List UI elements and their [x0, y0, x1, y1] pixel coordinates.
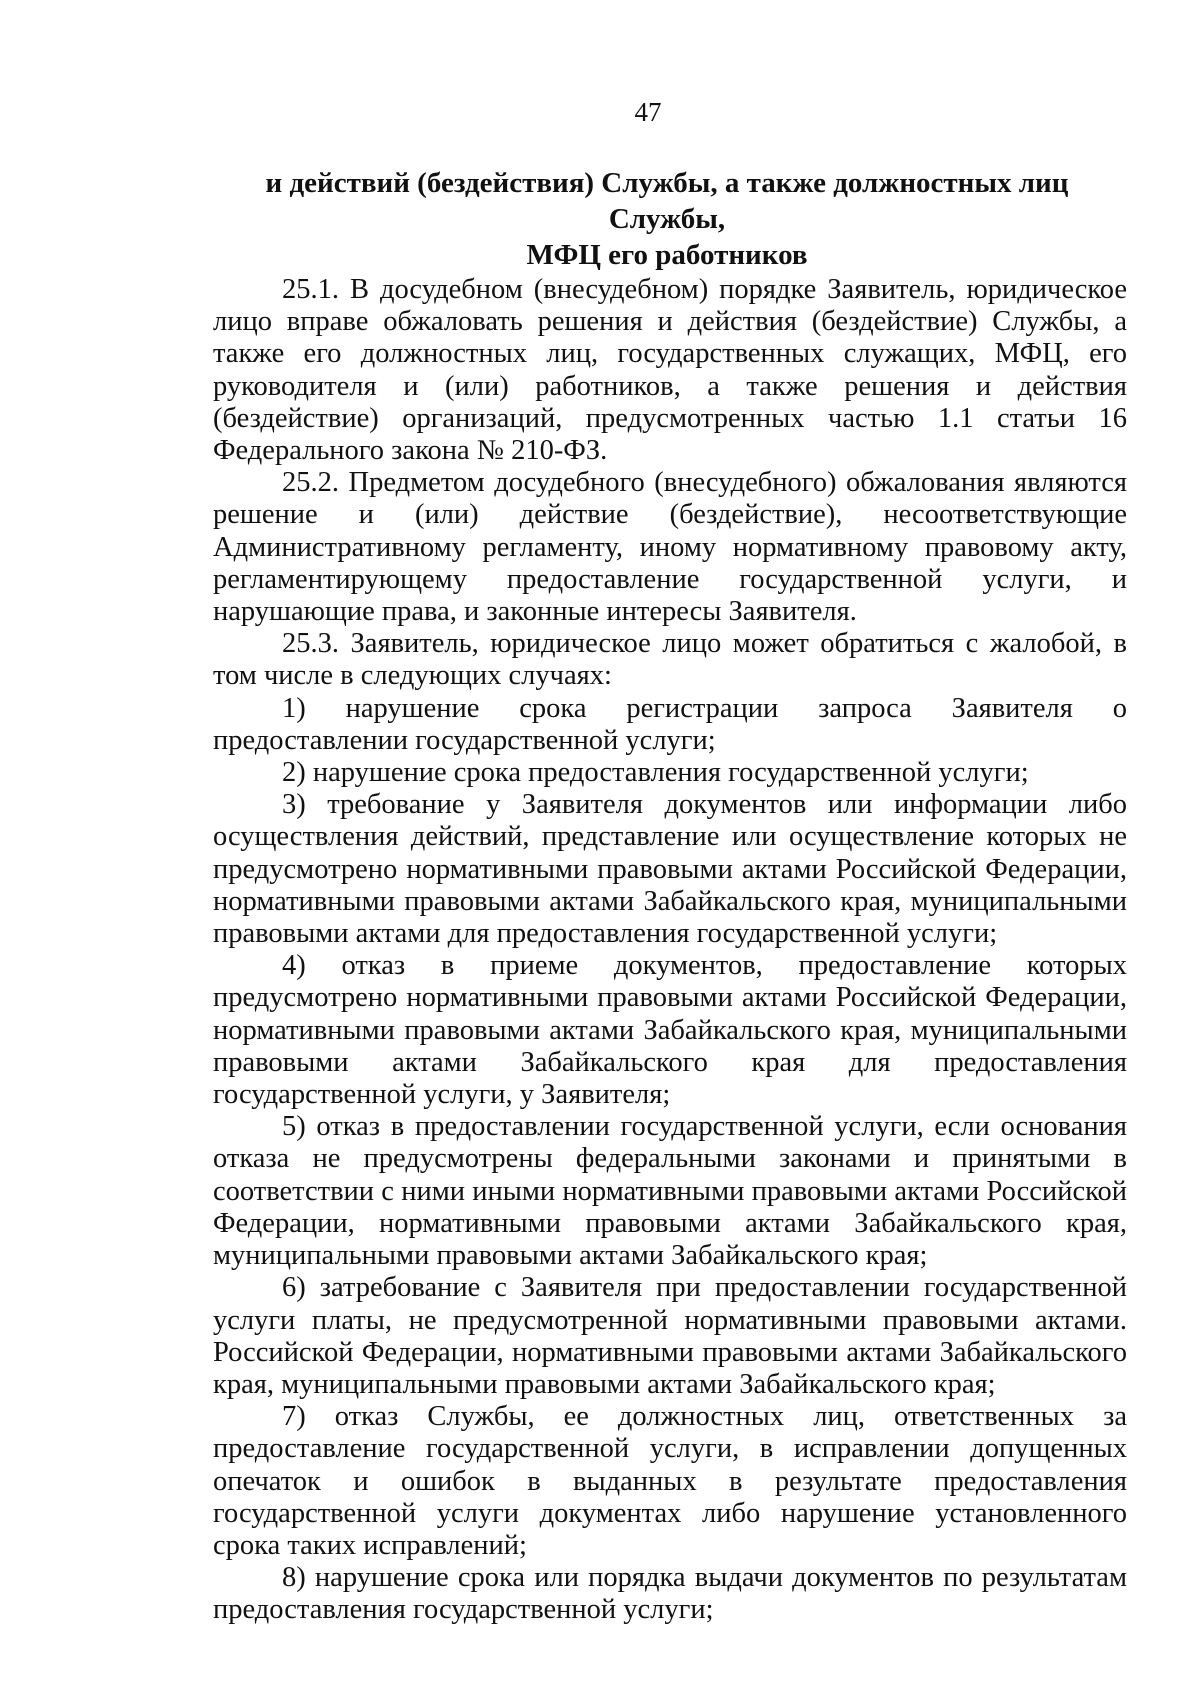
list-item-2: 2) нарушение срока предоставления государственной услуги;: [282, 757, 1029, 789]
list-item-5: 5) отказ в предоставлении государственной услуги, если основания отказа не предусмотрены федеральными законами и принятыми в соответствии с ними иными нормативными правовыми актами Российской Федерации, нормативными правовыми актами Забайкальского края, муниципальными правовыми актами Забайкальского края;: [213, 1111, 1127, 1272]
list-item-8: 8) нарушение срока или порядка выдачи документов по результатам предоставления государственной услуги;: [213, 1562, 1127, 1626]
paragraph-25-1: 25.1. В досудебном (внесудебном) порядке Заявитель, юридическое лицо вправе обжаловать решения и действия (бездействие) Службы, а также его должностных лиц, государственных служащих, МФЦ, его руководителя и (или) работников, а также решения и действия (бездействие) организаций, предусмотренных частью 1.1 статьи 16 Федерального закона № 210-ФЗ.: [213, 274, 1127, 467]
list-item-7: 7) отказ Службы, ее должностных лиц, ответственных за предоставление государственной услуги, в исправлении допущенных опечаток и ошибок в выданных в результате предоставления государственной услуги документах либо нарушение установленного срока таких исправлений;: [213, 1401, 1127, 1561]
list-item-3: 3) требование у Заявителя документов или информации либо осуществления действий, представление или осуществление которых не предусмотрено нормативными правовыми актами Российской Федерации, нормативными правовыми актами Забайкальского края, муниципальными правовыми актами для предоставления государственной услуги;: [213, 789, 1127, 950]
paragraph-25-3: 25.3. Заявитель, юридическое лицо может обратиться с жалобой, в том числе в следующих случаях:: [213, 628, 1127, 692]
document-body: [213, 274, 1127, 1627]
section-heading-line-2: МФЦ его работников: [526, 239, 808, 271]
section-heading-line-1: и действий (бездействия) Службы, а также должностных лиц Службы,: [265, 167, 1069, 235]
paragraph-25-2: 25.2. Предметом досудебного (внесудебного) обжалования являются решение и (или) действие (бездействие), несоответствующие Административному регламенту, иному нормативному правовому акту, регламентирующему предоставление государственной услуги, и нарушающие права, и законные интересы Заявителя.: [213, 467, 1127, 628]
list-item-4: 4) отказ в приеме документов, предоставление которых предусмотрено нормативными правовыми актами Российской Федерации, нормативными правовыми актами Забайкальского края, муниципальными правовыми актами Забайкальского края для предоставления государственной услуги, у Заявителя;: [213, 950, 1127, 1111]
page-number: 47: [634, 97, 662, 127]
list-item-6: 6) затребование с Заявителя при предоставлении государственной услуги платы, не предусмотренной нормативными правовыми актами. Российской Федерации, нормативными правовыми актами Забайкальского края, муниципальными правовыми актами Забайкальского края;: [213, 1272, 1127, 1400]
list-item-1: 1) нарушение срока регистрации запроса Заявителя о предоставлении государственной услуги;: [213, 692, 1127, 756]
section-heading: [206, 165, 1128, 273]
